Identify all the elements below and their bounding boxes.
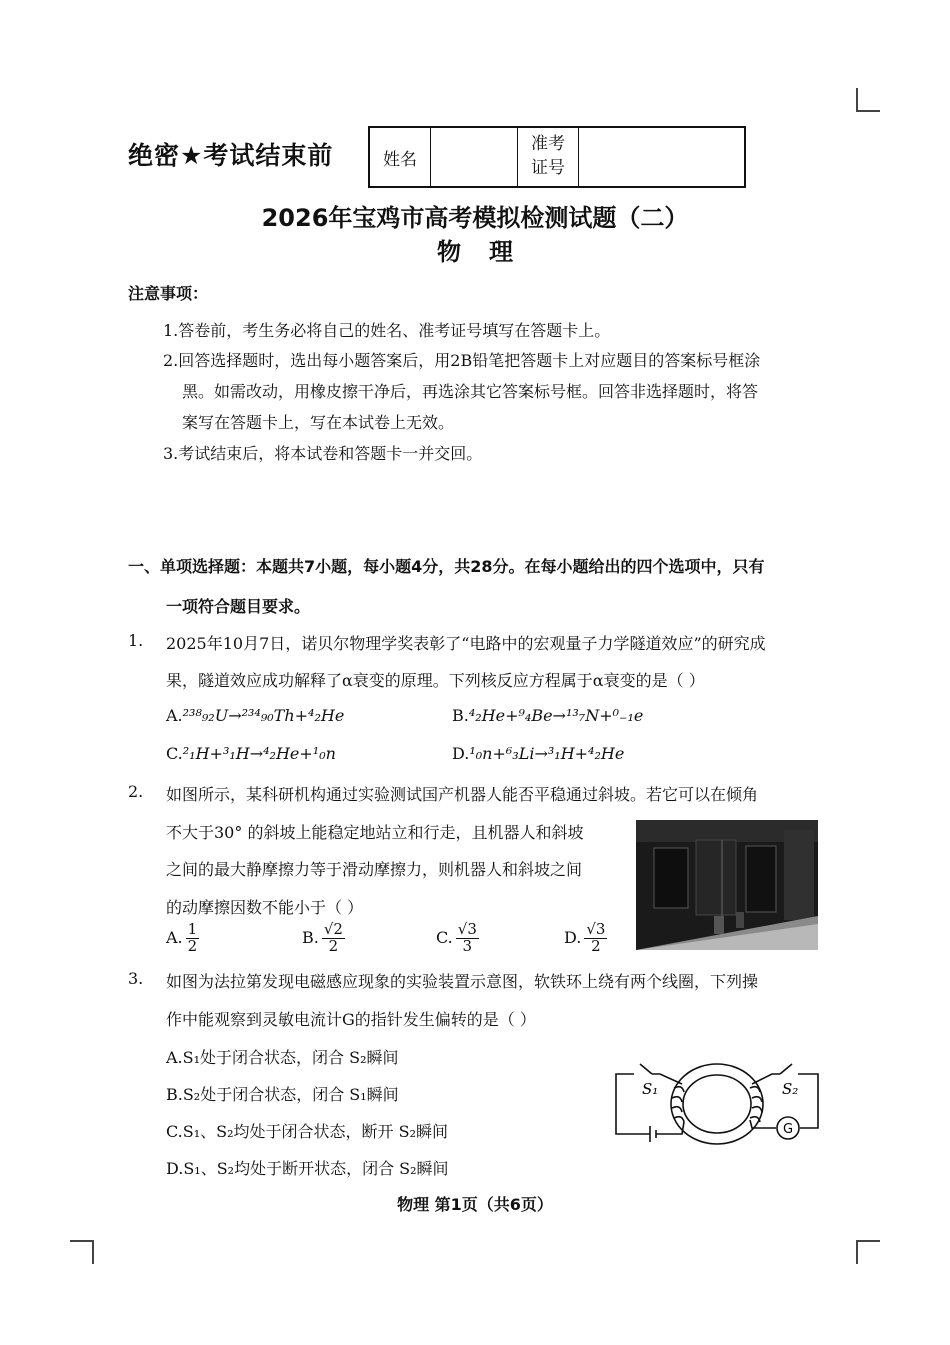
notice-line-3: 黑。如需改动，用橡皮擦干净后，再选涂其它答案标号框。回答非选择题时，将答 <box>182 382 759 401</box>
q1-line-1: 2025年10月7日，诺贝尔物理学奖表彰了“电路中的宏观量子力学隧道效应”的研究成 <box>166 634 766 653</box>
admission-label <box>518 128 579 186</box>
fraction <box>584 922 607 955</box>
numerator: √3 <box>586 920 606 938</box>
faraday-ring-diagram <box>612 1054 822 1154</box>
fraction <box>456 922 479 955</box>
crop-mark-top-right <box>856 88 880 112</box>
q3-line-1: 如图为法拉第发现电磁感应现象的实验装置示意图，软铁环上绕有两个线圈，下列操 <box>166 972 759 991</box>
admission-label-line2: 证号 <box>531 158 565 178</box>
q2-option-b[interactable] <box>302 922 345 955</box>
robot-slope-photo <box>636 820 818 950</box>
candidate-info-box <box>368 126 746 188</box>
q1-option-c[interactable] <box>166 744 336 763</box>
option-label: A. <box>166 1048 183 1067</box>
q2-line-1: 如图所示，某科研机构通过实验测试国产机器人能否平稳通过斜坡。若它可以在倾角 <box>166 785 759 804</box>
q3-option-a-text: S₁处于闭合状态，闭合 S₂瞬间 <box>182 1048 399 1067</box>
switch-s2-label: S₂ <box>782 1080 799 1098</box>
numerator: √2 <box>323 920 343 938</box>
option-label: A. <box>166 706 183 725</box>
switch-s1-label: S₁ <box>642 1080 659 1098</box>
q3-option-b-text: S₂处于闭合状态，闭合 S₁瞬间 <box>182 1085 399 1104</box>
q2-option-d[interactable] <box>564 922 607 955</box>
q1-option-b[interactable] <box>452 706 643 725</box>
q3-line-2: 作中能观察到灵敏电流计G的指针发生偏转的是（ ） <box>166 1010 536 1029</box>
denominator: 2 <box>591 936 601 955</box>
q1-number: 1. <box>128 631 144 650</box>
q3-option-d-text: S₁、S₂均处于断开状态，闭合 S₂瞬间 <box>183 1159 449 1178</box>
option-label: A. <box>166 927 183 947</box>
q2-line-4: 的动摩擦因数不能小于（ ） <box>166 898 364 917</box>
q3-option-d[interactable] <box>166 1156 449 1179</box>
fraction <box>322 922 345 955</box>
name-label: 姓名 <box>370 128 431 186</box>
denominator: 2 <box>187 936 198 955</box>
notice-line-4: 案写在答题卡上，写在本试卷上无效。 <box>182 413 455 432</box>
crop-mark-bottom-right <box>856 1240 880 1264</box>
numerator: √3 <box>457 920 477 938</box>
q3-option-a[interactable] <box>166 1045 398 1068</box>
q3-option-c-text: S₁、S₂均处于闭合状态，断开 S₂瞬间 <box>182 1122 448 1141</box>
q1-option-a[interactable] <box>166 706 344 725</box>
q1-option-d-text: ¹₀n+⁶₃Li→³₁H+⁴₂He <box>469 744 625 763</box>
crop-mark-bottom-left <box>70 1240 94 1264</box>
option-label: B. <box>452 706 469 725</box>
numerator: 1 <box>187 920 198 938</box>
q3-option-b[interactable] <box>166 1082 399 1105</box>
q3-option-c[interactable] <box>166 1119 448 1142</box>
q1-option-b-text: ⁴₂He+⁹₄Be→¹³₇N+⁰₋₁e <box>468 706 644 725</box>
denominator: 3 <box>462 936 473 955</box>
q3-number: 3. <box>128 969 144 988</box>
notice-line-5: 3.考试结束后，将本试卷和答题卡一并交回。 <box>163 444 483 463</box>
subject-title: 物理 <box>437 238 541 266</box>
notice-line-2: 2.回答选择题时，选出每小题答案后，用2B铅笔把答题卡上对应题目的答案标号框涂 <box>163 351 761 370</box>
option-label: D. <box>166 1159 184 1178</box>
q1-option-a-text: ²³⁸₉₂U→²³⁴₉₀Th+⁴₂He <box>182 706 345 725</box>
option-label: C. <box>166 744 183 763</box>
confidential-label: 绝密★考试结束前 <box>128 141 334 170</box>
galvanometer-label: G <box>783 1122 794 1137</box>
notice-heading: 注意事项： <box>128 284 209 303</box>
option-label: B. <box>166 1085 183 1104</box>
q1-line-2: 果，隧道效应成功解释了α衰变的原理。下列核反应方程属于α衰变的是（ ） <box>166 671 705 690</box>
q1-option-c-text: ²₁H+³₁H→⁴₂He+¹₀n <box>182 744 336 763</box>
admission-label-line1: 准考 <box>531 134 565 155</box>
q2-line-2: 不大于30° 的斜坡上能稳定地站立和行走，且机器人和斜坡 <box>166 823 584 842</box>
section-heading: 一、单项选择题：本题共7小题，每小题4分，共28分。在每小题给出的四个选项中，只有 <box>128 557 765 576</box>
admission-number-field[interactable] <box>579 128 744 186</box>
page-footer: 物理 第1页（共6页） <box>397 1195 553 1214</box>
q2-option-a[interactable] <box>166 922 199 955</box>
option-label: D. <box>452 744 470 763</box>
notice-line-1: 1.答卷前，考生务必将自己的姓名、准考证号填写在答题卡上。 <box>163 321 611 340</box>
option-label: C. <box>436 927 453 947</box>
fraction <box>186 922 200 955</box>
q2-option-c[interactable] <box>436 922 479 955</box>
q2-number: 2. <box>128 782 144 801</box>
option-label: B. <box>302 927 319 947</box>
q1-option-d[interactable] <box>452 744 624 763</box>
option-label: C. <box>166 1122 183 1141</box>
option-label: D. <box>564 927 582 947</box>
q2-line-3: 之间的最大静摩擦力等于滑动摩擦力，则机器人和斜坡之间 <box>166 860 583 879</box>
denominator: 2 <box>328 936 339 955</box>
name-field[interactable] <box>431 128 518 186</box>
exam-title: 2026年宝鸡市高考模拟检测试题（二） <box>261 204 689 232</box>
section-heading-cont: 一项符合题目要求。 <box>166 597 311 616</box>
